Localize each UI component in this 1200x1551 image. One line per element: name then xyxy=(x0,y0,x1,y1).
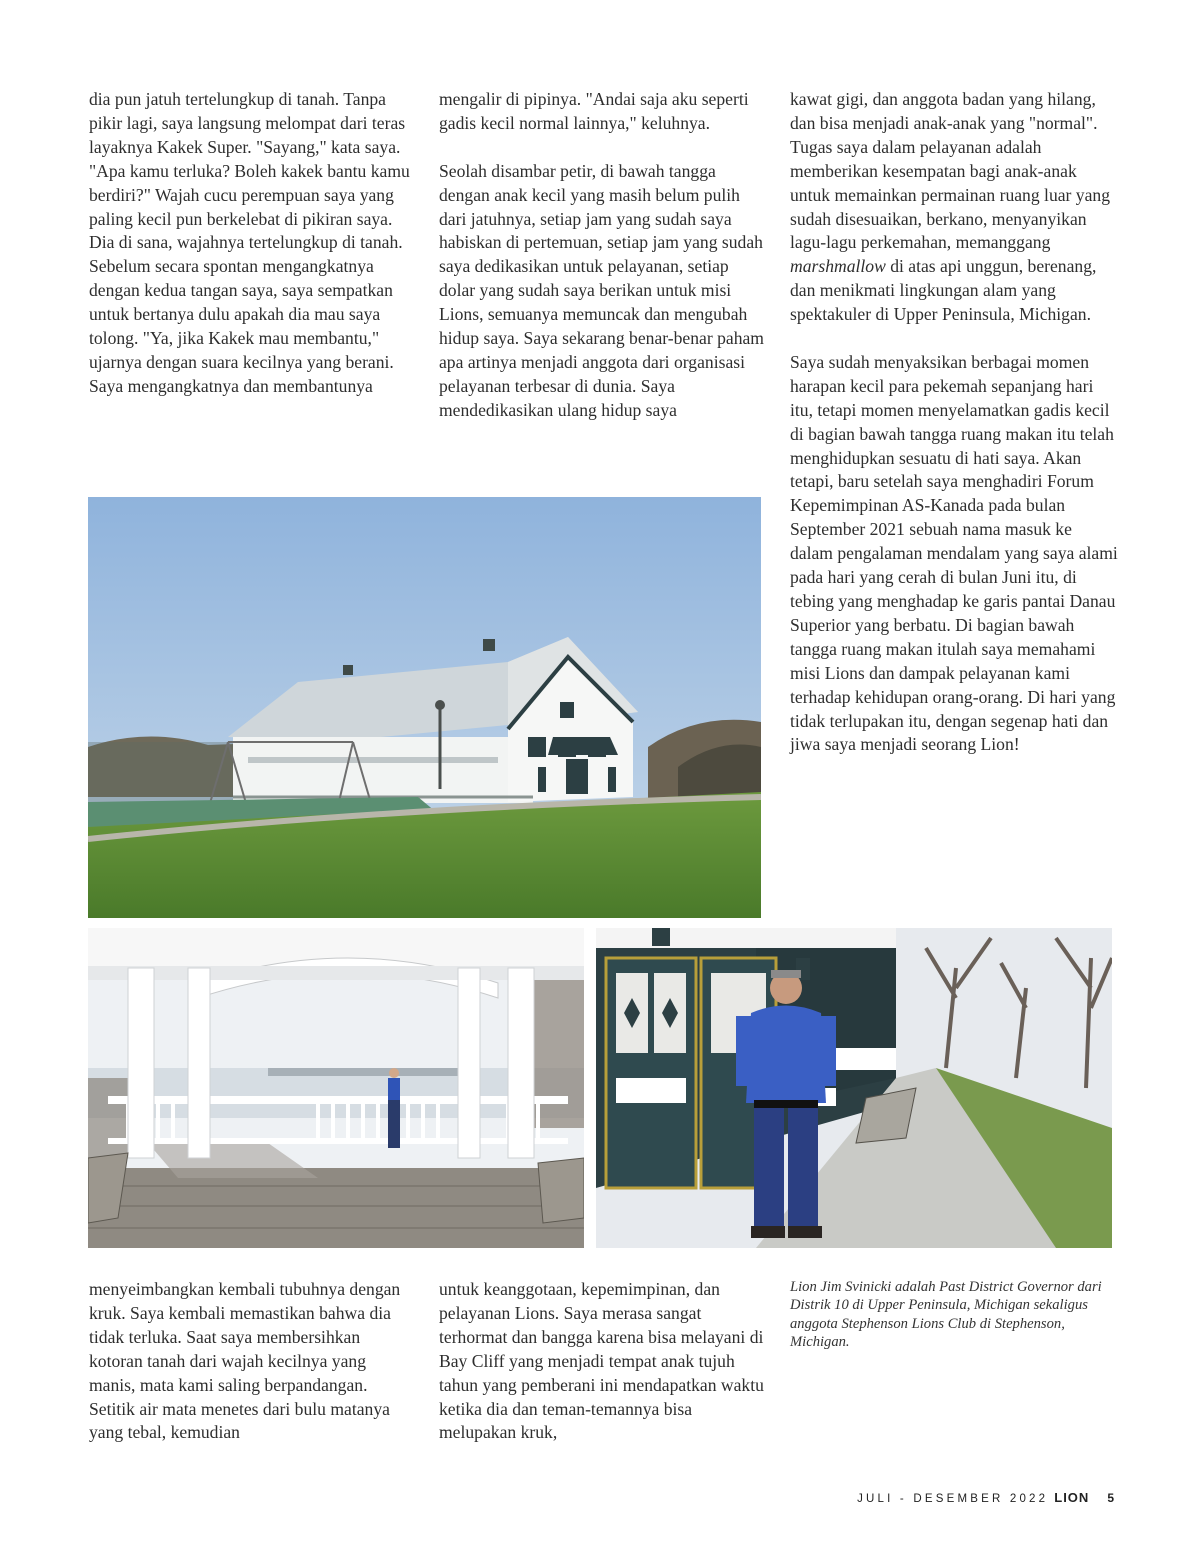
magazine-name: LION xyxy=(1054,1490,1090,1505)
photo-dining-hall xyxy=(88,497,761,918)
photo-man-standing xyxy=(596,928,1112,1248)
article-column-1-bottom xyxy=(89,1278,414,1445)
paragraph: menyeimbangkan kembali tubuhnya dengan kruk. Saya kembali memastikan bahwa dia tidak terluka. Saat saya membersihkan kotoran tanah dari wajah kecilnya yang manis, mata kami saling berpandangan. Setitik air mata menetes dari bulu matanya yang tebal, kemudian xyxy=(89,1279,401,1443)
article-column-2-bottom xyxy=(439,1278,764,1445)
photo-gazebo xyxy=(88,928,584,1248)
issue-date: JULI - DESEMBER 2022 xyxy=(857,1493,1049,1505)
paragraph: Saya sudah menyaksikan berbagai momen harapan kecil para pekemah sepanjang hari itu, tetapi momen menyelamatkan gadis kecil di bagian bawah tangga ruang makan itu telah menghidupkan sesuatu di hati saya. Akan tetapi, baru setelah saya menghadiri Forum Kepemimpinan AS-Kanada pada bulan September 2021 sebuah nama masuk ke dalam pengalaman mendalam yang saya alami pada hari yang cerah di bulan Juni itu, di tebing yang menghadap ke garis pantai Danau Superior yang berbatu. Di bagian bawah tangga ruang makan itulah saya memahami misi Lions dan dampak pelayanan kami terhadap kehidupan orang-orang. Di hari yang tidak terlupakan itu, dengan segenap hati dan jiwa saya menjadi seorang Lion! xyxy=(790,351,1118,755)
article-column-3 xyxy=(790,88,1118,757)
article-column-1-top xyxy=(89,88,414,399)
page-number: 5 xyxy=(1107,1491,1114,1505)
paragraph: untuk keanggotaan, kepemimpinan, dan pelayanan Lions. Saya merasa sangat terhormat dan bangga karena bisa melayani di Bay Cliff yang menjadi tempat anak tujuh tahun yang pemberani ini mendapatkan waktu ketika dia dan teman-temannya bisa melupakan kruk, xyxy=(439,1279,764,1443)
paragraph: mengalir di pipinya. "Andai saja aku seperti gadis kecil normal lainnya," keluhnya. xyxy=(439,89,749,133)
photo-caption: Lion Jim Svinicki adalah Past District Governor dari Distrik 10 di Upper Peninsula, Michigan sekaligus anggota Stephenson Lions Club di Stephenson, Michigan. xyxy=(790,1279,1102,1351)
paragraph: kawat gigi, dan anggota badan yang hilang, dan bisa menjadi anak-anak yang "normal". Tugas saya dalam pelayanan adalah memberikan kesempatan bagi anak-anak untuk memainkan permainan ruang luar yang sudah disesuaikan, berkano, menyanyikan lagu-lagu perkemahan, memanggang marshmallow di atas api unggun, berenang, dan menikmati lingkungan alam yang spektakuler di Upper Peninsula, Michigan. xyxy=(790,89,1111,325)
emphasis: marshmallow xyxy=(790,256,886,277)
paragraph: Seolah disambar petir, di bawah tangga dengan anak kecil yang masih belum pulih dari jatuhnya, setiap jam yang sudah saya habiskan di pertemuan, setiap jam yang sudah saya dedikasikan untuk pelayanan, setiap dolar yang sudah saya berikan untuk misi Lions, semuanya memuncak dan mengubah hidup saya. Saya sekarang benar-benar paham apa artinya menjadi anggota dari organisasi pelayanan terbesar di dunia. Saya mendedikasikan ulang hidup saya xyxy=(439,160,764,420)
paragraph: dia pun jatuh tertelungkup di tanah. Tanpa pikir lagi, saya langsung melompat dari teras layaknya Kakek Super. "Sayang," kata saya. "Apa kamu terluka? Boleh kakek bantu kamu berdiri?" Wajah cucu perempuan saya yang paling kecil pun berkelebat di pikiran saya. Dia di sana, wajahnya tertelungkup di tanah. Sebelum secara spontan mengangkatnya dengan kedua tangan saya, saya sempatkan untuk bertanya dulu apakah dia mau saya tolong. "Ya, jika Kakek mau membantu," ujarnya dengan suara kecilnya yang berani. Saya mengangkatnya dan membantunya xyxy=(89,89,410,396)
page-footer xyxy=(857,1490,1114,1505)
article-column-2-top xyxy=(439,88,764,423)
